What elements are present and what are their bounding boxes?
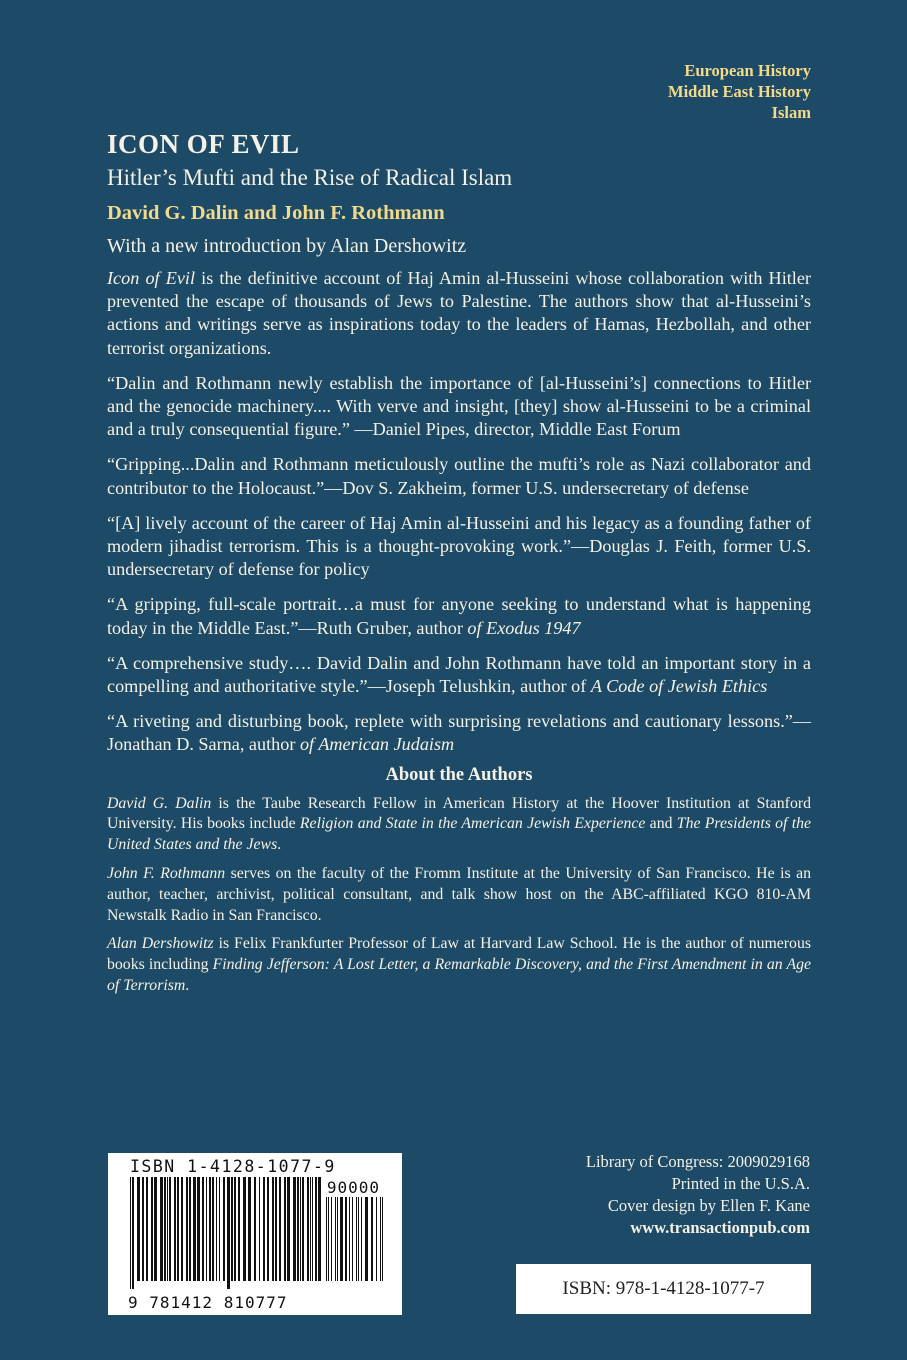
barcode-panel <box>108 1153 402 1315</box>
quote-italic: of Exodus 1947 <box>467 617 581 638</box>
quote-italic: of American Judaism <box>299 734 455 755</box>
price-code: 90000 <box>326 1178 380 1197</box>
subject-islam: Islam <box>771 103 811 122</box>
book-description <box>107 267 811 360</box>
about-authors-heading: About the Authors <box>385 764 533 785</box>
quote-text: “A comprehensive study…. David Dalin and John Rothmann have told an important story in a compelling and authoritative style.”—Joseph Telushkin, author of <box>107 652 811 697</box>
printed-in: Printed in the U.S.A. <box>671 1174 810 1193</box>
bio-book-title: The Presidents of the United States and the Jews <box>107 815 811 854</box>
publisher-info <box>586 1151 810 1239</box>
bio-text: and <box>645 815 677 833</box>
isbn13-label: ISBN: 978-1-4128-1077-7 <box>516 1264 811 1314</box>
quote-text: “A riveting and disturbing book, replete with surprising revelations and cautionary lessons.”—Jonathan D. Sarna, author <box>107 711 811 755</box>
bio-rothmann <box>107 864 811 926</box>
bio-book-title: Religion and State in the American Jewish Experience <box>299 815 646 833</box>
back-cover-content <box>107 128 811 997</box>
bio-name: John F. Rothmann <box>107 865 226 883</box>
subject-categories <box>668 60 811 123</box>
ean-barcode-image <box>130 1177 326 1289</box>
isbn10-text: ISBN 1-4128-1077-9 <box>130 1157 336 1176</box>
bio-text: serves on the faculty of the Fromm Institute at the University of San Francisco. He is an author, teacher, archivist, political consultant, and talk show host on the ABC-affiliated KGO 810-AM Newstalk Radio in San Francisco. <box>107 865 811 924</box>
review-quote <box>107 652 811 698</box>
bio-text: . <box>185 977 190 995</box>
book-title: ICON OF EVIL <box>107 129 300 159</box>
quote-italic: A Code of Jewish Ethics <box>590 676 768 697</box>
price-addon-barcode-image <box>326 1197 386 1289</box>
bio-text: . <box>277 836 282 854</box>
library-of-congress: Library of Congress: 2009029168 <box>585 1152 810 1171</box>
cover-design-credit: Cover design by Ellen F. Kane <box>607 1196 810 1215</box>
review-quote <box>107 372 811 442</box>
quote-text: “[A] lively account of the career of Haj Amin al-Husseini and his legacy as a founding father of modern jihadist terrorism. This is a thought-provoking work.”—Douglas J. Feith, former U.S. undersecretary of defense for policy <box>107 512 811 580</box>
subject-middle-east-history: Middle East History <box>668 82 811 101</box>
book-intro-line: With a new introduction by Alan Dershowitz <box>107 235 467 257</box>
quote-text: “A gripping, full-scale portrait…a must for anyone seeking to understand what is happening today in the Middle East.”—Ruth Gruber, author <box>107 594 811 638</box>
review-quote <box>107 593 811 639</box>
bio-text: is the Taube Research Fellow in American History at the Hoover Institution at Stanford University. His books include <box>107 794 812 833</box>
subject-european-history: European History <box>684 61 811 80</box>
description-title-italic: Icon of Evil <box>107 268 196 288</box>
publisher-url[interactable]: www.transactionpub.com <box>630 1218 810 1237</box>
quote-text: “Dalin and Rothmann newly establish the importance of [al-Husseini’s] connections to Hitler and the genocide machinery.... With verve and insight, [they] show al-Husseini to be a criminal and a truly consequential figure.” —Daniel Pipes, director, Middle East Forum <box>107 372 811 440</box>
ean-digits: 9 781412 810777 <box>128 1293 288 1312</box>
review-quote <box>107 512 811 582</box>
quote-text: “Gripping...Dalin and Rothmann meticulously outline the mufti’s role as Nazi collaborator and contributor to the Holocaust.”—Dov S. Zakheim, former U.S. undersecretary of defense <box>107 454 811 498</box>
book-authors: David G. Dalin and John F. Rothmann <box>107 202 445 224</box>
review-quote <box>107 710 811 756</box>
bio-text: is Felix Frankfurter Professor of Law at Harvard Law School. He is the author of numerous books including <box>107 935 811 974</box>
description-text: is the definitive account of Haj Amin al-Husseini whose collaboration with Hitler prevented the escape of thousands of Jews to Palestine. The authors show that al-Husseini’s actions and writings serve as inspirations today to the leaders of Hamas, Hezbollah, and other terrorist organizations. <box>107 268 811 358</box>
book-subtitle: Hitler’s Mufti and the Rise of Radical Islam <box>107 165 513 190</box>
bio-name: Alan Dershowitz <box>107 935 214 953</box>
bio-dalin <box>107 794 811 856</box>
bio-name: David G. Dalin <box>107 794 212 812</box>
bio-dershowitz <box>107 934 811 996</box>
review-quote <box>107 453 811 499</box>
bio-book-title: Finding Jefferson: A Lost Letter, a Remarkable Discovery, and the First Amendment in an Age of Terrorism <box>107 956 812 995</box>
